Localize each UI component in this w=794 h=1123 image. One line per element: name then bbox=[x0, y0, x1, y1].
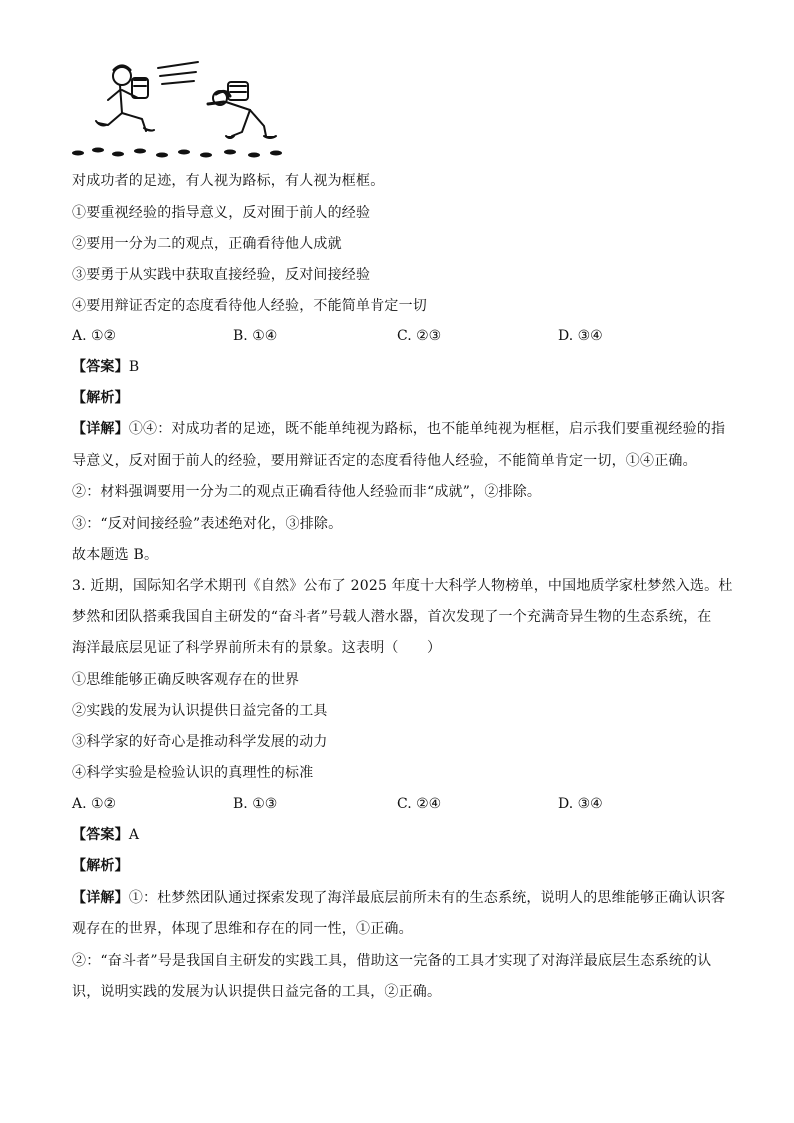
q2-answer-label: 【答案】 bbox=[72, 359, 129, 375]
q2-conclusion: 故本题选 B。 bbox=[72, 547, 159, 563]
q2-option-d: D. ③④ bbox=[558, 328, 603, 344]
q2-options bbox=[72, 327, 722, 345]
q3-stem-line-1: 3. 近期，国际知名学术期刊《自然》公布了 2025 年度十大科学人物榜单，中国地质学家杜梦然入选。杜 bbox=[72, 578, 733, 594]
q2-stem: 对成功者的足迹，有人视为路标，有人视为框框。 bbox=[72, 173, 385, 189]
q3-detail-line-4: 识，说明实践的发展为认识提供日益完备的工具，②正确。 bbox=[72, 984, 442, 1000]
q3-item-4: ④科学实验是检验认识的真理性的标准 bbox=[72, 765, 314, 781]
q2-answer-value: B bbox=[128, 359, 140, 375]
q3-detail-line-1 bbox=[72, 889, 725, 907]
q3-option-b: B. ①③ bbox=[233, 796, 278, 812]
q2-detail-label: 【详解】 bbox=[72, 421, 129, 437]
q2-item-4: ④要用辩证否定的态度看待他人经验，不能简单肯定一切 bbox=[72, 298, 427, 314]
q3-detail-line-3: ②：“奋斗者”号是我国自主研发的实践工具，借助这一完备的工具才实现了对海洋最底层生态系统的认 bbox=[72, 953, 712, 969]
q3-detail-line-2: 观存在的世界，体现了思维和存在的同一性，①正确。 bbox=[72, 921, 413, 937]
q2-detail-line-2: 导意义，反对囿于前人的经验，要用辩证否定的态度看待他人经验，不能简单肯定一切，①④正确。 bbox=[72, 453, 697, 469]
q3-detail-text-1: ①：杜梦然团队通过探索发现了海洋最底层前所未有的生态系统，说明人的思维能够正确认识客 bbox=[128, 890, 726, 906]
q2-detail-text-1: ①④：对成功者的足迹，既不能单纯视为路标，也不能单纯视为框框，启示我们要重视经验的指 bbox=[128, 421, 726, 437]
q3-stem-line-2: 梦然和团队搭乘我国自主研发的“奋斗者”号载人潜水器，首次发现了一个充满奇异生物的生态系统，在 bbox=[72, 609, 712, 625]
q2-analysis-label: 【解析】 bbox=[72, 390, 129, 406]
q2-item-1: ①要重视经验的指导意义，反对囿于前人的经验 bbox=[72, 205, 371, 221]
q2-detail-line-3: ②：材料强调要用一分为二的观点正确看待他人经验而非“成就”，②排除。 bbox=[72, 484, 542, 500]
q3-options bbox=[72, 795, 722, 813]
q3-detail-label: 【详解】 bbox=[72, 890, 129, 906]
q3-item-3: ③科学家的好奇心是推动科学发展的动力 bbox=[72, 734, 328, 750]
q3-item-2: ②实践的发展为认识提供日益完备的工具 bbox=[72, 703, 328, 719]
q2-item-3: ③要勇于从实践中获取直接经验，反对间接经验 bbox=[72, 267, 371, 283]
q2-item-2: ②要用一分为二的观点，正确看待他人成就 bbox=[72, 236, 342, 252]
q3-analysis-label: 【解析】 bbox=[72, 858, 129, 874]
q3-answer-label: 【答案】 bbox=[72, 827, 129, 843]
q2-option-a: A. ①② bbox=[72, 328, 117, 344]
q3-option-c: C. ②④ bbox=[397, 796, 442, 812]
q2-option-c: C. ②③ bbox=[397, 328, 442, 344]
q3-answer bbox=[72, 826, 139, 844]
q3-option-a: A. ①② bbox=[72, 796, 117, 812]
q2-detail-line-1 bbox=[72, 420, 725, 438]
runner-and-follower-cartoon-icon bbox=[70, 58, 290, 158]
q2-detail-line-4: ③：“反对间接经验”表述绝对化，③排除。 bbox=[72, 516, 343, 532]
q3-item-1: ①思维能够正确反映客观存在的世界 bbox=[72, 672, 300, 688]
q2-option-b: B. ①④ bbox=[233, 328, 278, 344]
q2-answer bbox=[72, 358, 139, 376]
q3-stem-line-3: 海洋最底层见证了科学界前所未有的景象。这表明（ ） bbox=[72, 640, 442, 656]
q3-option-d: D. ③④ bbox=[558, 796, 603, 812]
q3-answer-value: A bbox=[128, 827, 140, 843]
